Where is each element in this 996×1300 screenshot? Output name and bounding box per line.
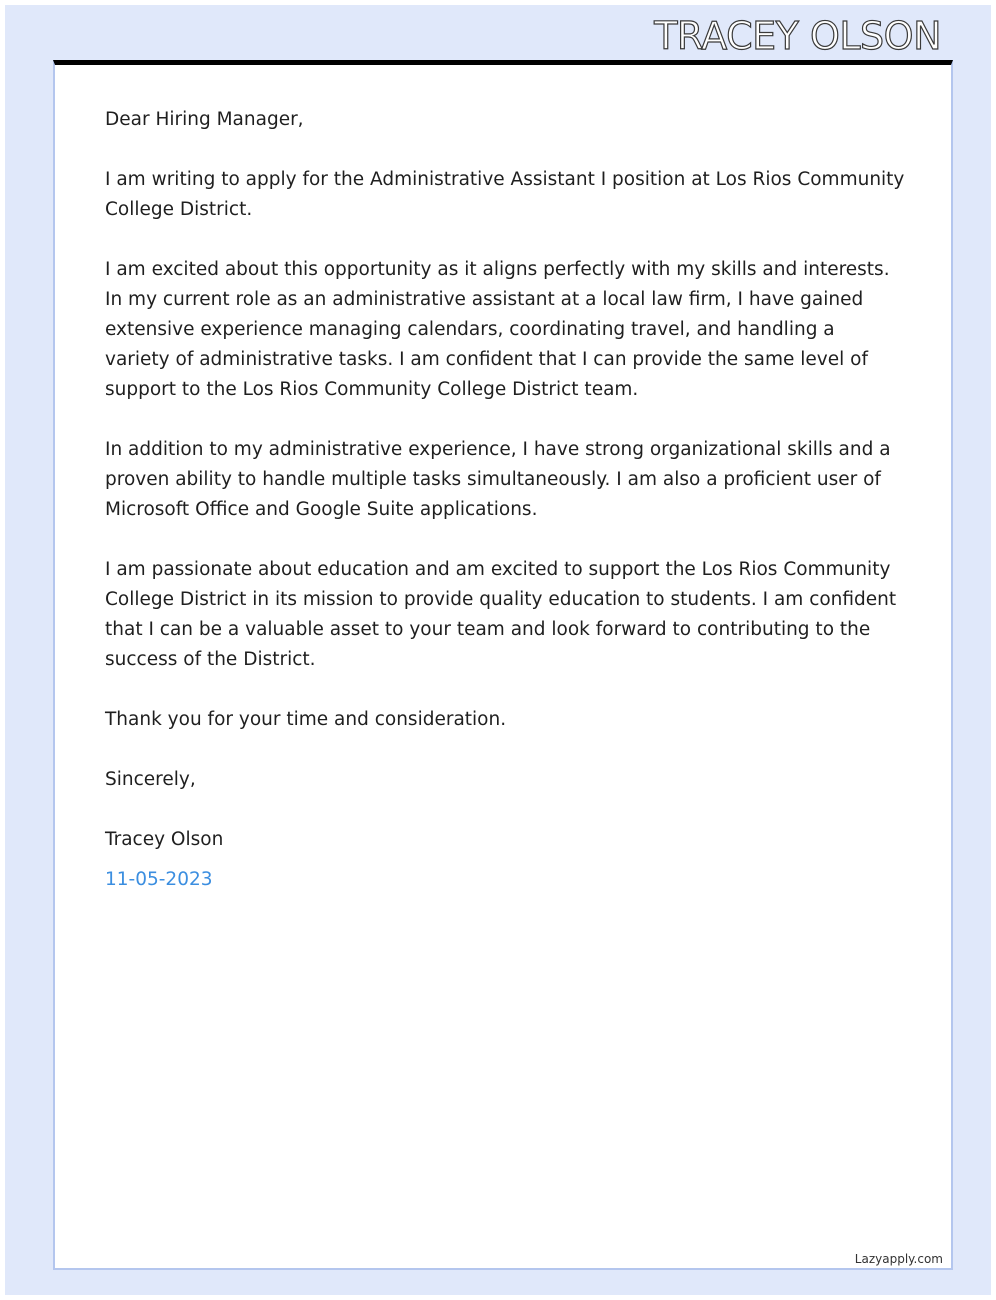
- paragraph-intro: I am writing to apply for the Administrative Assistant I position at Los Rios Community College District.: [105, 169, 905, 220]
- footer-watermark: Lazyapply.com: [854, 1252, 943, 1266]
- document-background: [5, 5, 991, 1295]
- cover-letter-body: [105, 105, 905, 895]
- paragraph-skills: In addition to my administrative experience, I have strong organizational skills and a proven ability to handle multiple tasks simultaneously. I am also a proficient user of Microsoft Office and Google Suite applications.: [105, 439, 891, 520]
- paragraph-thanks: Thank you for your time and consideration.: [105, 709, 507, 730]
- paragraph-experience: I am excited about this opportunity as it aligns perfectly with my skills and interests. In my current role as an administrative assistant at a local law firm, I have gained extensive experience managing calendars, coordinating travel, and handling a variety of administrative tasks. I am confident that I can provide the same level of support to the Los Rios Community College District team.: [105, 259, 890, 400]
- letter-page: [53, 60, 953, 1270]
- applicant-name-header: TRACEY OLSON: [654, 14, 941, 58]
- letter-date: 11-05-2023: [105, 869, 213, 890]
- paragraph-motivation: I am passionate about education and am excited to support the Los Rios Community College District in its mission to provide quality education to students. I am confident that I can be a valuable asset to your team and look forward to contributing to the success of the District.: [105, 559, 897, 670]
- closing: Sincerely,: [105, 769, 196, 790]
- signature-name: Tracey Olson: [105, 829, 224, 850]
- greeting: Dear Hiring Manager,: [105, 109, 304, 130]
